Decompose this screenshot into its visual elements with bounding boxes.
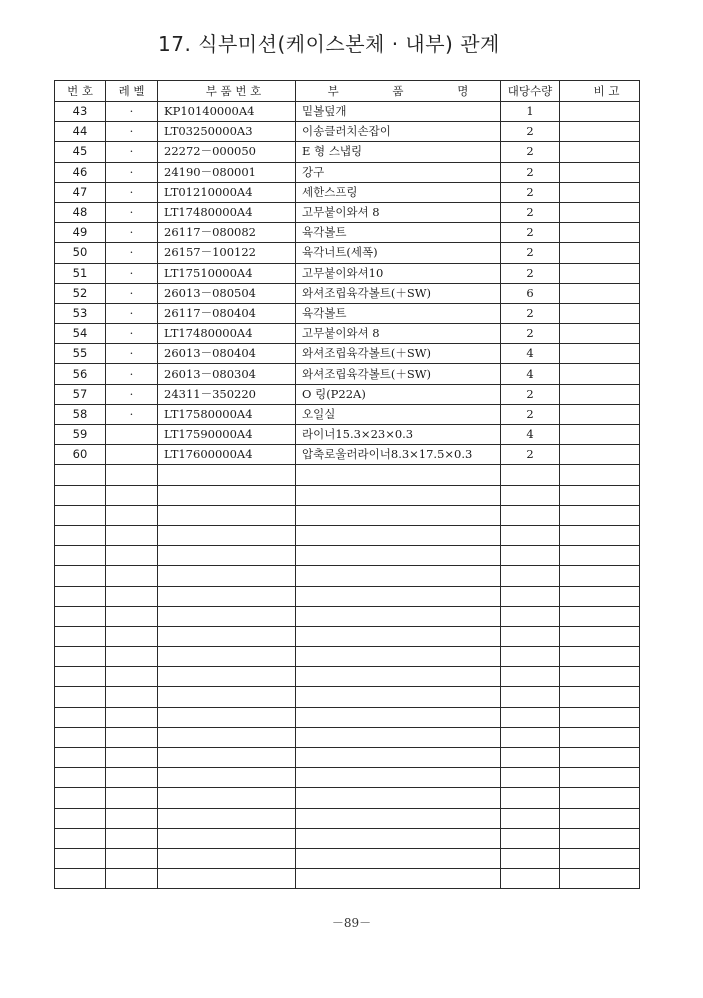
empty-cell [560,546,640,566]
empty-cell [296,606,501,626]
row-number: 55 [55,344,106,364]
row-part-name: 오일실 [296,404,501,424]
empty-cell [55,687,106,707]
empty-cell [501,727,560,747]
empty-cell [106,465,158,485]
empty-cell [560,707,640,727]
empty-cell [55,606,106,626]
empty-cell [106,505,158,525]
row-part-number: LT17600000A4 [158,445,296,465]
empty-cell [501,808,560,828]
empty-table-row [55,687,640,707]
row-level: · [106,162,158,182]
empty-cell [501,788,560,808]
empty-table-row [55,606,640,626]
row-remarks [560,425,640,445]
empty-cell [106,626,158,646]
table-row [55,384,640,404]
empty-cell [158,808,296,828]
table-row [55,202,640,222]
empty-cell [501,768,560,788]
empty-cell [55,788,106,808]
empty-cell [158,505,296,525]
empty-cell [560,727,640,747]
row-remarks [560,344,640,364]
row-number: 47 [55,182,106,202]
empty-cell [55,626,106,646]
row-quantity: 2 [501,404,560,424]
empty-cell [560,505,640,525]
empty-cell [560,626,640,646]
empty-cell [560,606,640,626]
empty-table-row [55,869,640,889]
row-number: 48 [55,202,106,222]
empty-cell [158,525,296,545]
row-level: · [106,243,158,263]
table-row [55,425,640,445]
empty-cell [501,848,560,868]
row-level [106,425,158,445]
row-part-name: 압축로울러라이너8.3×17.5×0.3 [296,445,501,465]
empty-cell [560,687,640,707]
empty-cell [296,808,501,828]
table-row [55,223,640,243]
row-level: · [106,223,158,243]
empty-cell [560,788,640,808]
row-number: 54 [55,324,106,344]
empty-cell [106,828,158,848]
empty-cell [501,687,560,707]
empty-cell [296,525,501,545]
row-part-name: 이송클러치손잡이 [296,122,501,142]
empty-cell [560,465,640,485]
header-quantity: 대당수량 [501,81,560,102]
empty-cell [106,727,158,747]
empty-cell [296,848,501,868]
row-part-number: KP10140000A4 [158,102,296,122]
empty-cell [501,748,560,768]
empty-table-row [55,848,640,868]
row-part-number: 26013－080304 [158,364,296,384]
row-remarks [560,223,640,243]
empty-cell [55,647,106,667]
empty-table-row [55,748,640,768]
row-quantity: 4 [501,364,560,384]
table-row [55,142,640,162]
empty-cell [501,869,560,889]
row-quantity: 2 [501,142,560,162]
empty-cell [501,525,560,545]
empty-cell [501,546,560,566]
empty-cell [560,647,640,667]
row-remarks [560,122,640,142]
empty-cell [296,465,501,485]
empty-cell [158,848,296,868]
row-level [106,445,158,465]
empty-cell [560,828,640,848]
row-level: · [106,384,158,404]
empty-cell [560,869,640,889]
empty-table-row [55,727,640,747]
empty-cell [296,768,501,788]
empty-cell [296,566,501,586]
page-title: 17. 식부미션(케이스본체 · 내부) 관계 [158,32,500,56]
row-number: 59 [55,425,106,445]
empty-cell [296,586,501,606]
header-number: 번 호 [55,81,106,102]
empty-cell [55,768,106,788]
empty-cell [296,869,501,889]
empty-cell [296,667,501,687]
empty-cell [501,485,560,505]
empty-cell [560,808,640,828]
empty-cell [55,727,106,747]
row-quantity: 2 [501,182,560,202]
empty-cell [158,606,296,626]
row-remarks [560,102,640,122]
row-part-name: 강구 [296,162,501,182]
empty-table-row [55,566,640,586]
empty-cell [106,606,158,626]
row-quantity: 2 [501,384,560,404]
empty-cell [55,485,106,505]
empty-cell [501,707,560,727]
empty-cell [158,748,296,768]
row-remarks [560,384,640,404]
row-part-number: 24311－350220 [158,384,296,404]
empty-cell [296,828,501,848]
empty-cell [106,869,158,889]
empty-cell [296,788,501,808]
row-part-number: 26157－100122 [158,243,296,263]
row-part-name: 육각볼트 [296,223,501,243]
row-level: · [106,404,158,424]
row-quantity: 2 [501,223,560,243]
empty-cell [296,748,501,768]
row-part-number: LT17510000A4 [158,263,296,283]
row-level: · [106,122,158,142]
row-number: 56 [55,364,106,384]
row-remarks [560,283,640,303]
row-remarks [560,324,640,344]
row-quantity: 2 [501,202,560,222]
row-remarks [560,243,640,263]
empty-cell [55,465,106,485]
empty-table-row [55,505,640,525]
row-quantity: 2 [501,324,560,344]
empty-cell [296,505,501,525]
row-number: 46 [55,162,106,182]
row-part-number: 26117－080082 [158,223,296,243]
empty-cell [55,525,106,545]
row-level: · [106,344,158,364]
empty-cell [55,566,106,586]
row-part-name: 고무붙이와셔 8 [296,324,501,344]
row-part-name: 육각볼트 [296,303,501,323]
empty-cell [158,727,296,747]
row-remarks [560,263,640,283]
empty-cell [158,828,296,848]
row-part-number: LT17590000A4 [158,425,296,445]
header-part-number: 부 품 번 호 [158,81,296,102]
row-level: · [106,283,158,303]
row-number: 52 [55,283,106,303]
empty-table-row [55,667,640,687]
row-part-name: 와셔조립육각볼트(＋SW) [296,364,501,384]
table-row [55,162,640,182]
empty-cell [501,586,560,606]
row-part-number: 26117－080404 [158,303,296,323]
row-part-name: E 형 스냅링 [296,142,501,162]
header-remarks: 비 고 [560,81,640,102]
empty-cell [501,647,560,667]
empty-cell [106,848,158,868]
empty-cell [106,525,158,545]
empty-cell [158,465,296,485]
row-quantity: 2 [501,243,560,263]
empty-cell [158,566,296,586]
row-part-name: 밑볼덮개 [296,102,501,122]
row-part-name: O 링(P22A) [296,384,501,404]
table-row [55,243,640,263]
empty-table-row [55,647,640,667]
row-level: · [106,364,158,384]
empty-cell [55,667,106,687]
row-number: 45 [55,142,106,162]
empty-cell [55,707,106,727]
empty-cell [560,485,640,505]
row-level: · [106,142,158,162]
empty-cell [560,768,640,788]
parts-table [54,80,640,889]
empty-cell [501,465,560,485]
empty-cell [296,647,501,667]
row-part-number: LT17580000A4 [158,404,296,424]
empty-cell [501,828,560,848]
row-quantity: 2 [501,162,560,182]
empty-cell [106,566,158,586]
empty-cell [106,707,158,727]
empty-table-row [55,788,640,808]
empty-cell [158,788,296,808]
row-remarks [560,142,640,162]
row-number: 51 [55,263,106,283]
empty-cell [106,768,158,788]
table-row [55,283,640,303]
table-row [55,445,640,465]
row-remarks [560,445,640,465]
row-part-number: 26013－080404 [158,344,296,364]
empty-cell [55,808,106,828]
empty-table-row [55,828,640,848]
row-remarks [560,303,640,323]
row-remarks [560,404,640,424]
empty-cell [296,687,501,707]
empty-cell [106,667,158,687]
row-part-name: 세한스프링 [296,182,501,202]
table-row [55,344,640,364]
empty-cell [501,606,560,626]
empty-table-row [55,626,640,646]
empty-table-row [55,707,640,727]
empty-cell [296,546,501,566]
row-number: 49 [55,223,106,243]
row-part-number: LT17480000A4 [158,324,296,344]
empty-cell [158,586,296,606]
table-row [55,364,640,384]
empty-table-row [55,586,640,606]
empty-cell [106,546,158,566]
empty-cell [106,748,158,768]
empty-cell [158,768,296,788]
empty-cell [501,667,560,687]
row-remarks [560,182,640,202]
row-part-name: 고무붙이와셔10 [296,263,501,283]
row-part-number: 24190－080001 [158,162,296,182]
empty-cell [560,848,640,868]
empty-cell [560,748,640,768]
empty-cell [501,626,560,646]
empty-cell [106,586,158,606]
table-row [55,303,640,323]
row-number: 44 [55,122,106,142]
table-row [55,263,640,283]
row-number: 60 [55,445,106,465]
row-part-name: 와셔조립육각볼트(＋SW) [296,283,501,303]
header-part-name: 부 품 명 [296,81,501,102]
row-number: 53 [55,303,106,323]
empty-cell [296,707,501,727]
empty-cell [106,687,158,707]
row-quantity: 2 [501,122,560,142]
empty-cell [158,667,296,687]
empty-cell [106,808,158,828]
row-number: 50 [55,243,106,263]
empty-cell [296,485,501,505]
row-number: 58 [55,404,106,424]
empty-cell [158,707,296,727]
row-part-name: 라이너15.3×23×0.3 [296,425,501,445]
row-quantity: 2 [501,303,560,323]
row-remarks [560,202,640,222]
row-level: · [106,102,158,122]
row-number: 57 [55,384,106,404]
empty-cell [55,828,106,848]
row-part-name: 육각너트(세폭) [296,243,501,263]
row-remarks [560,162,640,182]
row-quantity: 4 [501,344,560,364]
row-part-number: 26013－080504 [158,283,296,303]
empty-cell [106,647,158,667]
row-part-number: LT17480000A4 [158,202,296,222]
empty-cell [158,485,296,505]
empty-cell [55,748,106,768]
row-part-number: LT01210000A4 [158,182,296,202]
row-quantity: 1 [501,102,560,122]
empty-cell [296,626,501,646]
table-row [55,122,640,142]
empty-table-row [55,485,640,505]
table-row [55,324,640,344]
table-row [55,182,640,202]
empty-cell [501,566,560,586]
empty-cell [55,586,106,606]
empty-cell [158,687,296,707]
empty-cell [55,869,106,889]
row-level: · [106,182,158,202]
row-quantity: 2 [501,445,560,465]
empty-cell [501,505,560,525]
table-row [55,404,640,424]
empty-table-row [55,808,640,828]
row-level: · [106,202,158,222]
row-quantity: 6 [501,283,560,303]
empty-table-row [55,768,640,788]
empty-cell [158,626,296,646]
row-level: · [106,324,158,344]
header-level: 레 벨 [106,81,158,102]
empty-cell [55,546,106,566]
empty-cell [55,505,106,525]
empty-cell [158,869,296,889]
row-part-number: 22272－000050 [158,142,296,162]
row-remarks [560,364,640,384]
empty-table-row [55,465,640,485]
table-row [55,102,640,122]
empty-cell [560,667,640,687]
empty-cell [106,788,158,808]
row-quantity: 4 [501,425,560,445]
empty-cell [296,727,501,747]
row-part-name: 와셔조립육각볼트(＋SW) [296,344,501,364]
row-level: · [106,263,158,283]
empty-table-row [55,525,640,545]
page-number: －89－ [331,916,372,930]
row-number: 43 [55,102,106,122]
row-part-name: 고무붙이와셔 8 [296,202,501,222]
empty-cell [106,485,158,505]
row-quantity: 2 [501,263,560,283]
table-header-row [55,81,640,102]
empty-cell [560,566,640,586]
row-part-number: LT03250000A3 [158,122,296,142]
empty-cell [158,546,296,566]
empty-table-row [55,546,640,566]
empty-cell [560,525,640,545]
row-level: · [106,303,158,323]
empty-cell [158,647,296,667]
empty-cell [55,848,106,868]
empty-cell [560,586,640,606]
